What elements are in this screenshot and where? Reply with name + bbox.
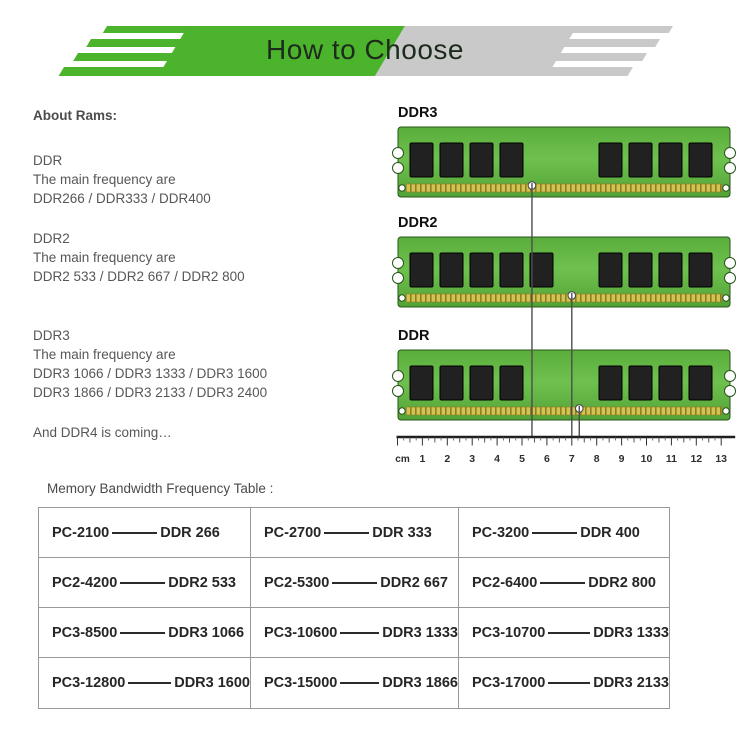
mount-hole (399, 408, 405, 414)
table-cell (459, 658, 669, 708)
ruler-unit-label: cm (395, 454, 410, 465)
cell-ddr-name: DDR2 800 (588, 574, 656, 591)
module-label: DDR2 (398, 215, 438, 231)
ruler-number: 8 (593, 453, 600, 465)
cell-connector-dash (332, 582, 377, 584)
memory-chip (440, 253, 463, 287)
about-line: The main frequency are (33, 172, 176, 187)
memory-chip (629, 253, 652, 287)
table-cell (459, 558, 669, 608)
about-rams-text (33, 106, 383, 442)
ruler-number: 2 (444, 453, 451, 465)
about-line: DDR3 1066 / DDR3 1333 / DDR3 1600 (33, 366, 268, 381)
memory-chip (629, 143, 652, 177)
cell-connector-dash (340, 682, 379, 684)
memory-chip (599, 366, 622, 400)
module-label: DDR3 (398, 105, 438, 121)
memory-chip (659, 253, 682, 287)
memory-chip (410, 253, 433, 287)
cell-connector-dash (120, 582, 165, 584)
ruler-number: 9 (618, 453, 625, 465)
about-section (33, 229, 383, 286)
ram-module (393, 127, 736, 197)
memory-chip (500, 366, 523, 400)
about-line: The main frequency are (33, 250, 176, 265)
ruler-number: 3 (469, 453, 476, 465)
memory-chip (410, 366, 433, 400)
table-cell (251, 608, 459, 658)
cell-module-code: PC3-8500 (52, 624, 118, 641)
table-cell (459, 608, 669, 658)
memory-chip (500, 143, 523, 177)
about-heading: About Rams: (33, 108, 117, 123)
memory-chip (599, 143, 622, 177)
edge-notch (725, 386, 736, 397)
table-cell (39, 508, 251, 558)
ram-module (393, 350, 736, 420)
ruler-number: 13 (715, 453, 728, 465)
cell-connector-dash (120, 632, 165, 634)
cell-ddr-name: DDR3 2133 (593, 675, 669, 691)
gold-pins (406, 184, 722, 192)
memory-chip (470, 253, 493, 287)
cell-module-code: PC-3200 (472, 524, 530, 541)
memory-chip (629, 366, 652, 400)
edge-notch (393, 371, 404, 382)
ruler-number: 7 (568, 453, 575, 465)
cell-module-code: PC3-15000 (264, 675, 338, 691)
ram-diagram (390, 95, 746, 475)
edge-notch (725, 148, 736, 159)
cell-module-code: PC3-10600 (264, 624, 338, 641)
mount-hole (723, 295, 729, 301)
cell-module-code: PC3-17000 (472, 675, 546, 691)
memory-chip (440, 143, 463, 177)
table-cell (39, 658, 251, 708)
gold-pins (406, 407, 722, 415)
cell-module-code: PC2-4200 (52, 574, 118, 591)
cell-ddr-name: DDR3 1866 (382, 675, 458, 691)
cell-ddr-name: DDR 333 (372, 524, 432, 541)
cell-connector-dash (128, 682, 171, 684)
cell-connector-dash (324, 532, 369, 534)
cell-ddr-name: DDR 400 (580, 524, 640, 541)
cell-connector-dash (540, 582, 585, 584)
gold-pins (406, 294, 722, 302)
memory-chip (500, 253, 523, 287)
about-line: DDR2 (33, 231, 70, 246)
cell-module-code: PC-2700 (264, 524, 322, 541)
memory-chip (530, 253, 553, 287)
mount-hole (399, 185, 405, 191)
about-line: DDR3 (33, 328, 70, 343)
memory-chip (470, 366, 493, 400)
cell-ddr-name: DDR2 533 (168, 574, 236, 591)
about-line: DDR (33, 153, 63, 168)
table-cell (251, 658, 459, 708)
mount-hole (723, 185, 729, 191)
edge-notch (725, 273, 736, 284)
cell-ddr-name: DDR3 1333 (593, 624, 669, 641)
ruler-number: 5 (519, 453, 525, 465)
cell-connector-dash (548, 682, 590, 684)
table-cell (39, 558, 251, 608)
memory-chip (470, 143, 493, 177)
cell-module-code: PC3-10700 (472, 624, 546, 641)
edge-notch (393, 273, 404, 284)
memory-chip (659, 366, 682, 400)
table-cell (459, 508, 669, 558)
cell-module-code: PC2-6400 (472, 574, 538, 591)
about-line: DDR3 1866 / DDR3 2133 / DDR3 2400 (33, 385, 268, 400)
table-cell (251, 558, 459, 608)
about-line: DDR2 533 / DDR2 667 / DDR2 800 (33, 269, 245, 284)
cell-module-code: PC-2100 (52, 524, 110, 541)
cell-module-code: PC2-5300 (264, 574, 330, 591)
edge-notch (725, 258, 736, 269)
memory-chip (410, 143, 433, 177)
memory-chip (689, 253, 712, 287)
cell-ddr-name: DDR3 1066 (168, 624, 245, 641)
cell-connector-dash (340, 632, 379, 634)
cell-connector-dash (112, 532, 157, 534)
cell-connector-dash (548, 632, 590, 634)
ruler-number: 11 (665, 453, 677, 465)
cell-ddr-name: DDR3 1600 (174, 675, 250, 691)
about-section (33, 151, 383, 208)
about-line: The main frequency are (33, 347, 176, 362)
edge-notch (393, 148, 404, 159)
memory-chip (659, 143, 682, 177)
mount-hole (399, 295, 405, 301)
memory-chip (440, 366, 463, 400)
memory-chip (689, 143, 712, 177)
frequency-table (38, 507, 670, 709)
edge-notch (725, 163, 736, 174)
ruler-number: 1 (419, 453, 426, 465)
table-heading: Memory Bandwidth Frequency Table : (47, 481, 274, 496)
ram-module (393, 237, 736, 307)
cell-ddr-name: DDR2 667 (380, 574, 448, 591)
cell-ddr-name: DDR 266 (160, 524, 220, 541)
mount-hole (723, 408, 729, 414)
page-title: How to Choose (266, 34, 464, 65)
edge-notch (725, 371, 736, 382)
cell-connector-dash (532, 532, 577, 534)
table-cell (39, 608, 251, 658)
about-line: DDR266 / DDR333 / DDR400 (33, 191, 211, 206)
about-sections (33, 151, 383, 402)
ruler-number: 12 (690, 453, 703, 465)
edge-notch (393, 163, 404, 174)
cell-ddr-name: DDR3 1333 (382, 624, 458, 641)
table-cell (251, 508, 459, 558)
ruler-number: 10 (640, 453, 653, 465)
ruler-number: 4 (494, 453, 501, 465)
ddr4-footnote: And DDR4 is coming… (33, 425, 172, 440)
memory-chip (689, 366, 712, 400)
cell-module-code: PC3-12800 (52, 675, 126, 691)
module-label: DDR (398, 328, 430, 344)
edge-notch (393, 386, 404, 397)
ruler-number: 6 (543, 453, 550, 465)
about-section (33, 326, 383, 402)
memory-chip (599, 253, 622, 287)
edge-notch (393, 258, 404, 269)
